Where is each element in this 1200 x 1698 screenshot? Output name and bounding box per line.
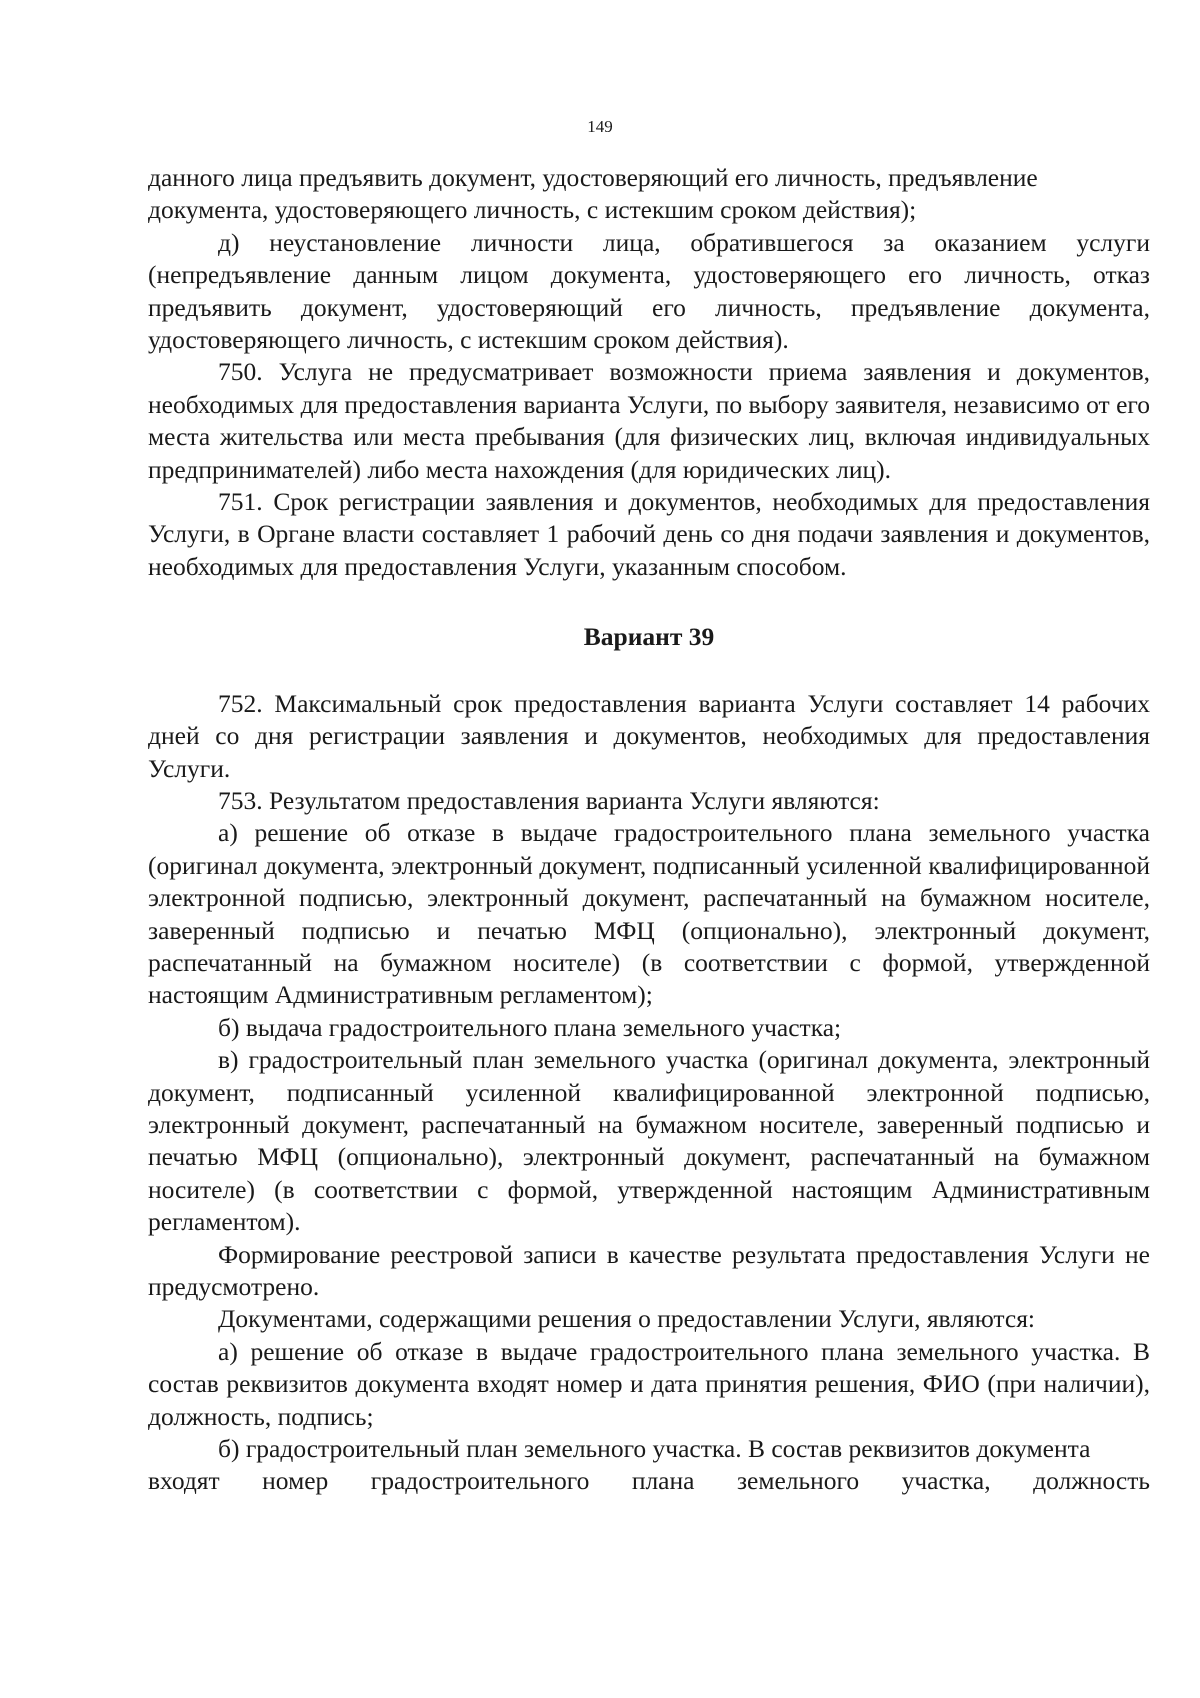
decision-documents-paragraph: Документами, содержащими решения о предоставлении Услуги, являются: <box>218 1304 1036 1334</box>
result-item-a: а) решение об отказе в выдаче градостроительного плана земельного участка (оригинал документа, электронный документ, подписанный усиленной квалифицированной электронной подписью, электронный документ, распечатанный на бумажном носителе, заверенный подписью и печатью МФЦ (опционально), электронный документ, распечатанный на бумажном носителе) (в соответствии с формой, утвержденной настоящим Административным регламентом); <box>148 818 1150 1010</box>
page-number: 149 <box>587 117 613 136</box>
decision-doc-item-a: а) решение об отказе в выдаче градостроительного плана земельного участка. В состав реквизитов документа входят номер и дата принятия решения, ФИО (при наличии), должность, подпись; <box>148 1336 1150 1431</box>
result-item-v: в) градостроительный план земельного участка (оригинал документа, электронный документ, подписанный усиленной квалифицированной электронной подписью, электронный документ, распечатанный на бумажном носителе, заверенный подписью и печатью МФЦ (опционально), электронный документ, распечатанный на бумажном носителе) (в соответствии с формой, утвержденной настоящим Административным регламентом). <box>148 1045 1150 1237</box>
result-item-b: б) выдача градостроительного плана земельного участка; <box>218 1012 842 1042</box>
clause-752-paragraph: 752. Максимальный срок предоставления варианта Услуги составляет 14 рабочих дней со дня регистрации заявления и документов, необходимых для предоставления Услуги. <box>148 688 1150 783</box>
registry-record-paragraph: Формирование реестровой записи в качестве результата предоставления Услуги не предусмотрено. <box>148 1239 1150 1301</box>
last-line-word: земельного <box>736 1466 860 1496</box>
continuation-paragraph: данного лица предъявить документ, удостоверяющий его личность, предъявление документа, удостоверяющего личность, с истекшим сроком действия); <box>148 163 1038 225</box>
decision-doc-item-b: б) градостроительный план земельного участка. В состав реквизитов документа <box>218 1434 1091 1464</box>
clause-753-paragraph: 753. Результатом предоставления варианта Услуги являются: <box>218 785 880 815</box>
last-line-word: номер <box>262 1466 329 1496</box>
section-heading: Вариант 39 <box>583 622 715 652</box>
clause-750-paragraph: 750. Услуга не предусматривает возможности приема заявления и документов, необходимых для предоставления варианта Услуги, по выбору заявителя, независимо от его места жительства или места пребывания (для физических лиц, включая индивидуальных предпринимателей) либо места нахождения (для юридических лиц). <box>148 357 1150 484</box>
last-line-word: плана <box>631 1466 695 1496</box>
clause-d-paragraph: д) неустановление личности лица, обратившегося за оказанием услуги (непредъявление данным лицом документа, удостоверяющего его личность, отказ предъявить документ, удостоверяющий его личность, предъявление документа, удостоверяющего личность, с истекшим сроком действия). <box>148 227 1150 355</box>
document-body <box>148 162 1150 1498</box>
last-line-word: должность <box>1033 1466 1150 1496</box>
last-line-word: градостроительного <box>370 1466 590 1496</box>
last-line-word: участка, <box>901 1466 991 1496</box>
clause-751-paragraph: 751. Срок регистрации заявления и документов, необходимых для предоставления Услуги, в Органе власти составляет 1 рабочий день со дня подачи заявления и документов, необходимых для предоставления Услуги, указанным способом. <box>148 487 1150 581</box>
last-line-word: входят <box>148 1466 220 1496</box>
last-line <box>148 1465 1150 1497</box>
